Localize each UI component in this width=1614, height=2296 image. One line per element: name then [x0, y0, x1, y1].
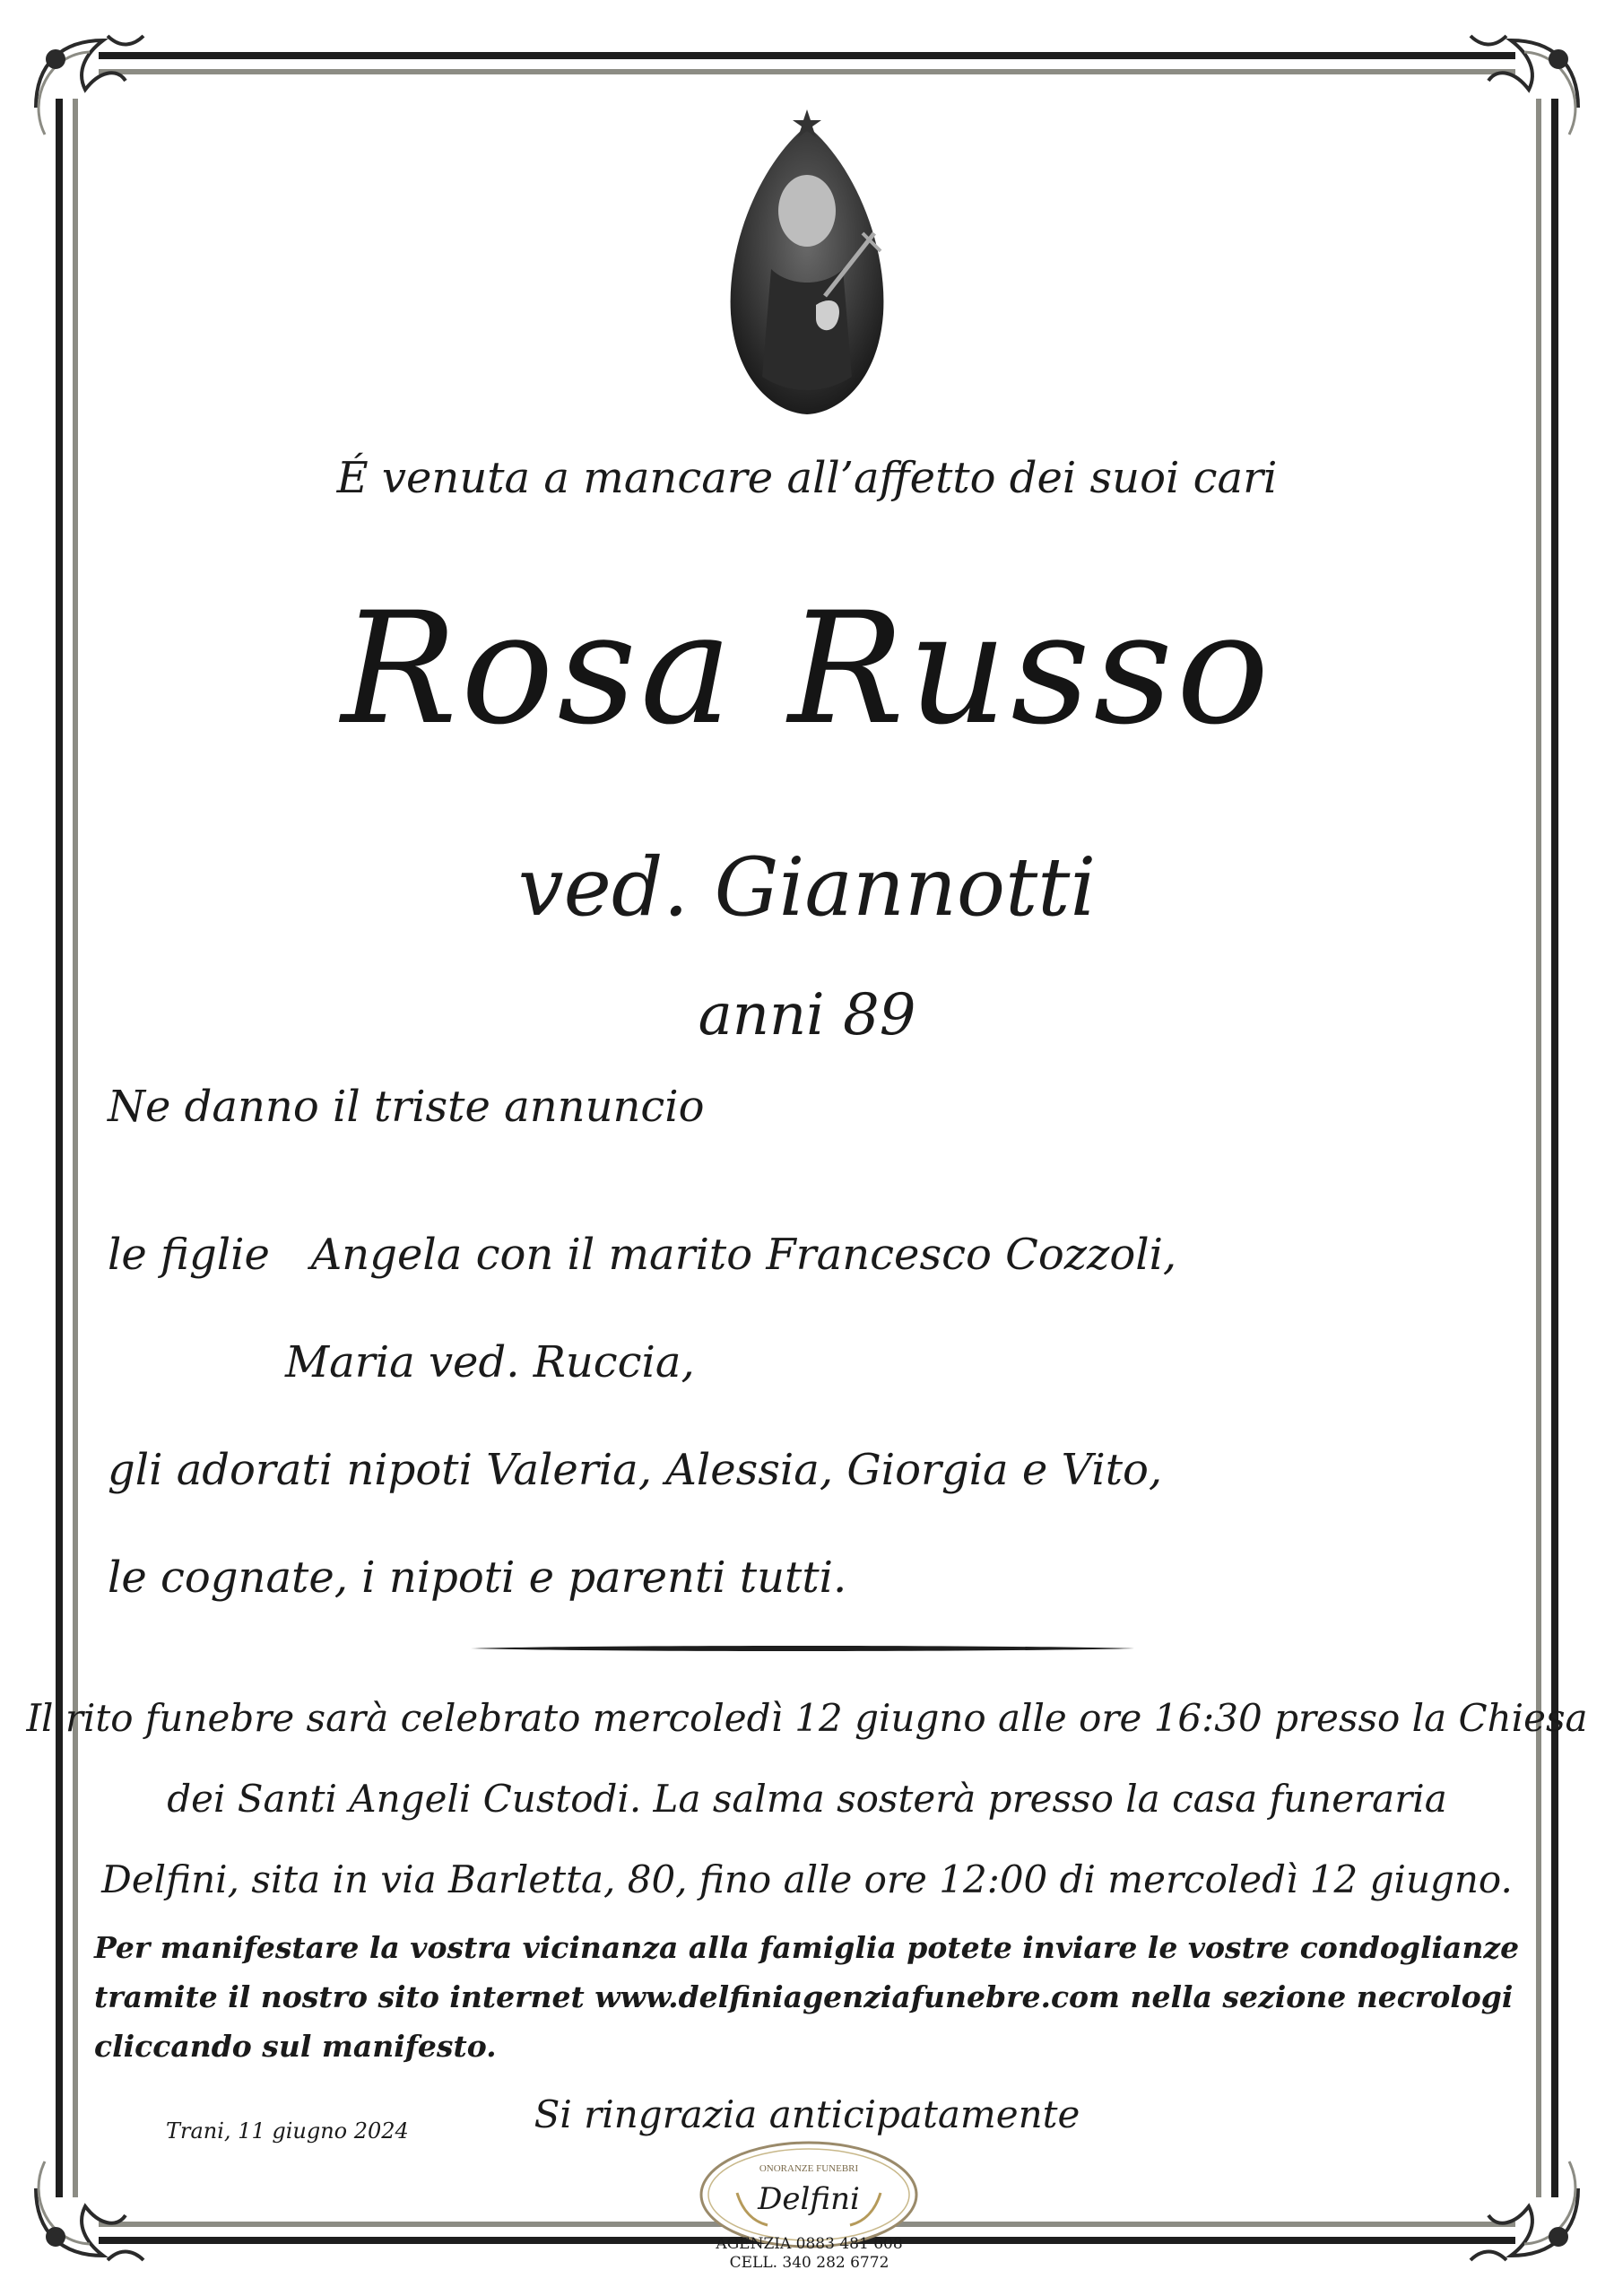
- corner-ornament-bottom-left-icon: [36, 2161, 143, 2260]
- logo-brand: Delfini: [758, 2181, 860, 2217]
- announcement-line-1: Ne danno il triste annuncio: [108, 1082, 705, 1132]
- agency-cell: CELL. 340 282 6772: [729, 2254, 889, 2272]
- announcement-line-2: le figlie Angela con il marito Francesco Cozzoli,: [108, 1230, 1177, 1280]
- agency-phone: AGENZIA 0883 481 608: [716, 2235, 903, 2253]
- intro-line: É venuta a mancare all’affetto dei suoi cari: [336, 453, 1278, 503]
- condolences-line-3: cliccando sul manifesto.: [94, 2029, 497, 2064]
- divider-rule: [471, 1643, 1134, 1654]
- deceased-name: Rosa Russo: [341, 578, 1273, 759]
- rite-line-2: dei Santi Angeli Custodi. La salma sosterà presso la casa funeraria: [167, 1777, 1447, 1821]
- corner-ornament-bottom-right-icon: [1471, 2161, 1578, 2260]
- rite-line-3: Delfini, sita in via Barletta, 80, fino alle ore 12:00 di mercoledì 12 giugno.: [101, 1857, 1513, 1901]
- condolences-line-1: Per manifestare la vostra vicinanza alla famiglia potete inviare le vostre condoglianze: [94, 1930, 1520, 1965]
- corner-ornament-top-left-icon: [36, 36, 143, 135]
- place-date: Trani, 11 giugno 2024: [166, 2118, 409, 2144]
- announcement-line-4: gli adorati nipoti Valeria, Alessia, Giorgia e Vito,: [108, 1445, 1163, 1495]
- logo-top-text: ONORANZE FUNEBRI: [759, 2163, 859, 2174]
- announcement-line-3: Maria ved. Ruccia,: [285, 1337, 695, 1387]
- corner-ornament-top-right-icon: [1471, 36, 1578, 135]
- condolences-line-2: tramite il nostro sito internet www.delfiniagenziafunebre.com nella sezione necrologi: [94, 1979, 1514, 2014]
- rite-line-1: Il rito funebre sarà celebrato mercoledì 12 giugno alle ore 16:30 presso la Chiesa: [26, 1696, 1588, 1740]
- thanks-line: Si ringrazia anticipatamente: [534, 2092, 1080, 2136]
- deceased-age: anni 89: [698, 982, 916, 1048]
- widow-of: ved. Giannotti: [517, 840, 1097, 935]
- madonna-portrait-image: [708, 108, 906, 422]
- announcement-line-5: le cognate, i nipoti e parenti tutti.: [108, 1552, 847, 1603]
